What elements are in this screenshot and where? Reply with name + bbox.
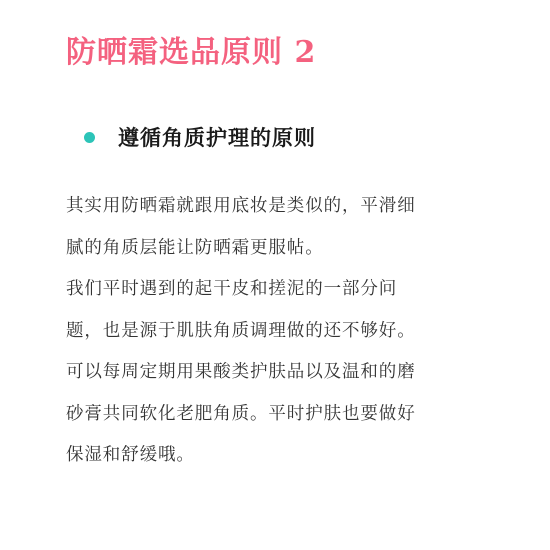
- page-title: 防晒霜选品原则 2: [66, 35, 317, 70]
- body-line: 砂膏共同软化老肥角质。平时护肤也要做好: [66, 403, 416, 424]
- body-line: 可以每周定期用果酸类护肤品以及温和的磨: [66, 362, 416, 382]
- body-line: 保湿和舒缓哦。: [66, 445, 195, 465]
- section-heading-text: 遵循角质护理的原则: [118, 126, 316, 150]
- section-heading: [84, 121, 316, 153]
- body-line: 我们平时遇到的起干皮和搓泥的一部分问: [66, 279, 398, 299]
- body-line: 其实用防晒霜就跟用底妆是类似的，平滑细: [66, 196, 416, 216]
- body-line: 题，也是源于肌肤角质调理做的还不够好。: [66, 320, 416, 341]
- body-line: 腻的角质层能让防晒霜更服帖。: [66, 237, 324, 258]
- bullet-dot-icon: [84, 132, 95, 143]
- body-text: [66, 186, 486, 477]
